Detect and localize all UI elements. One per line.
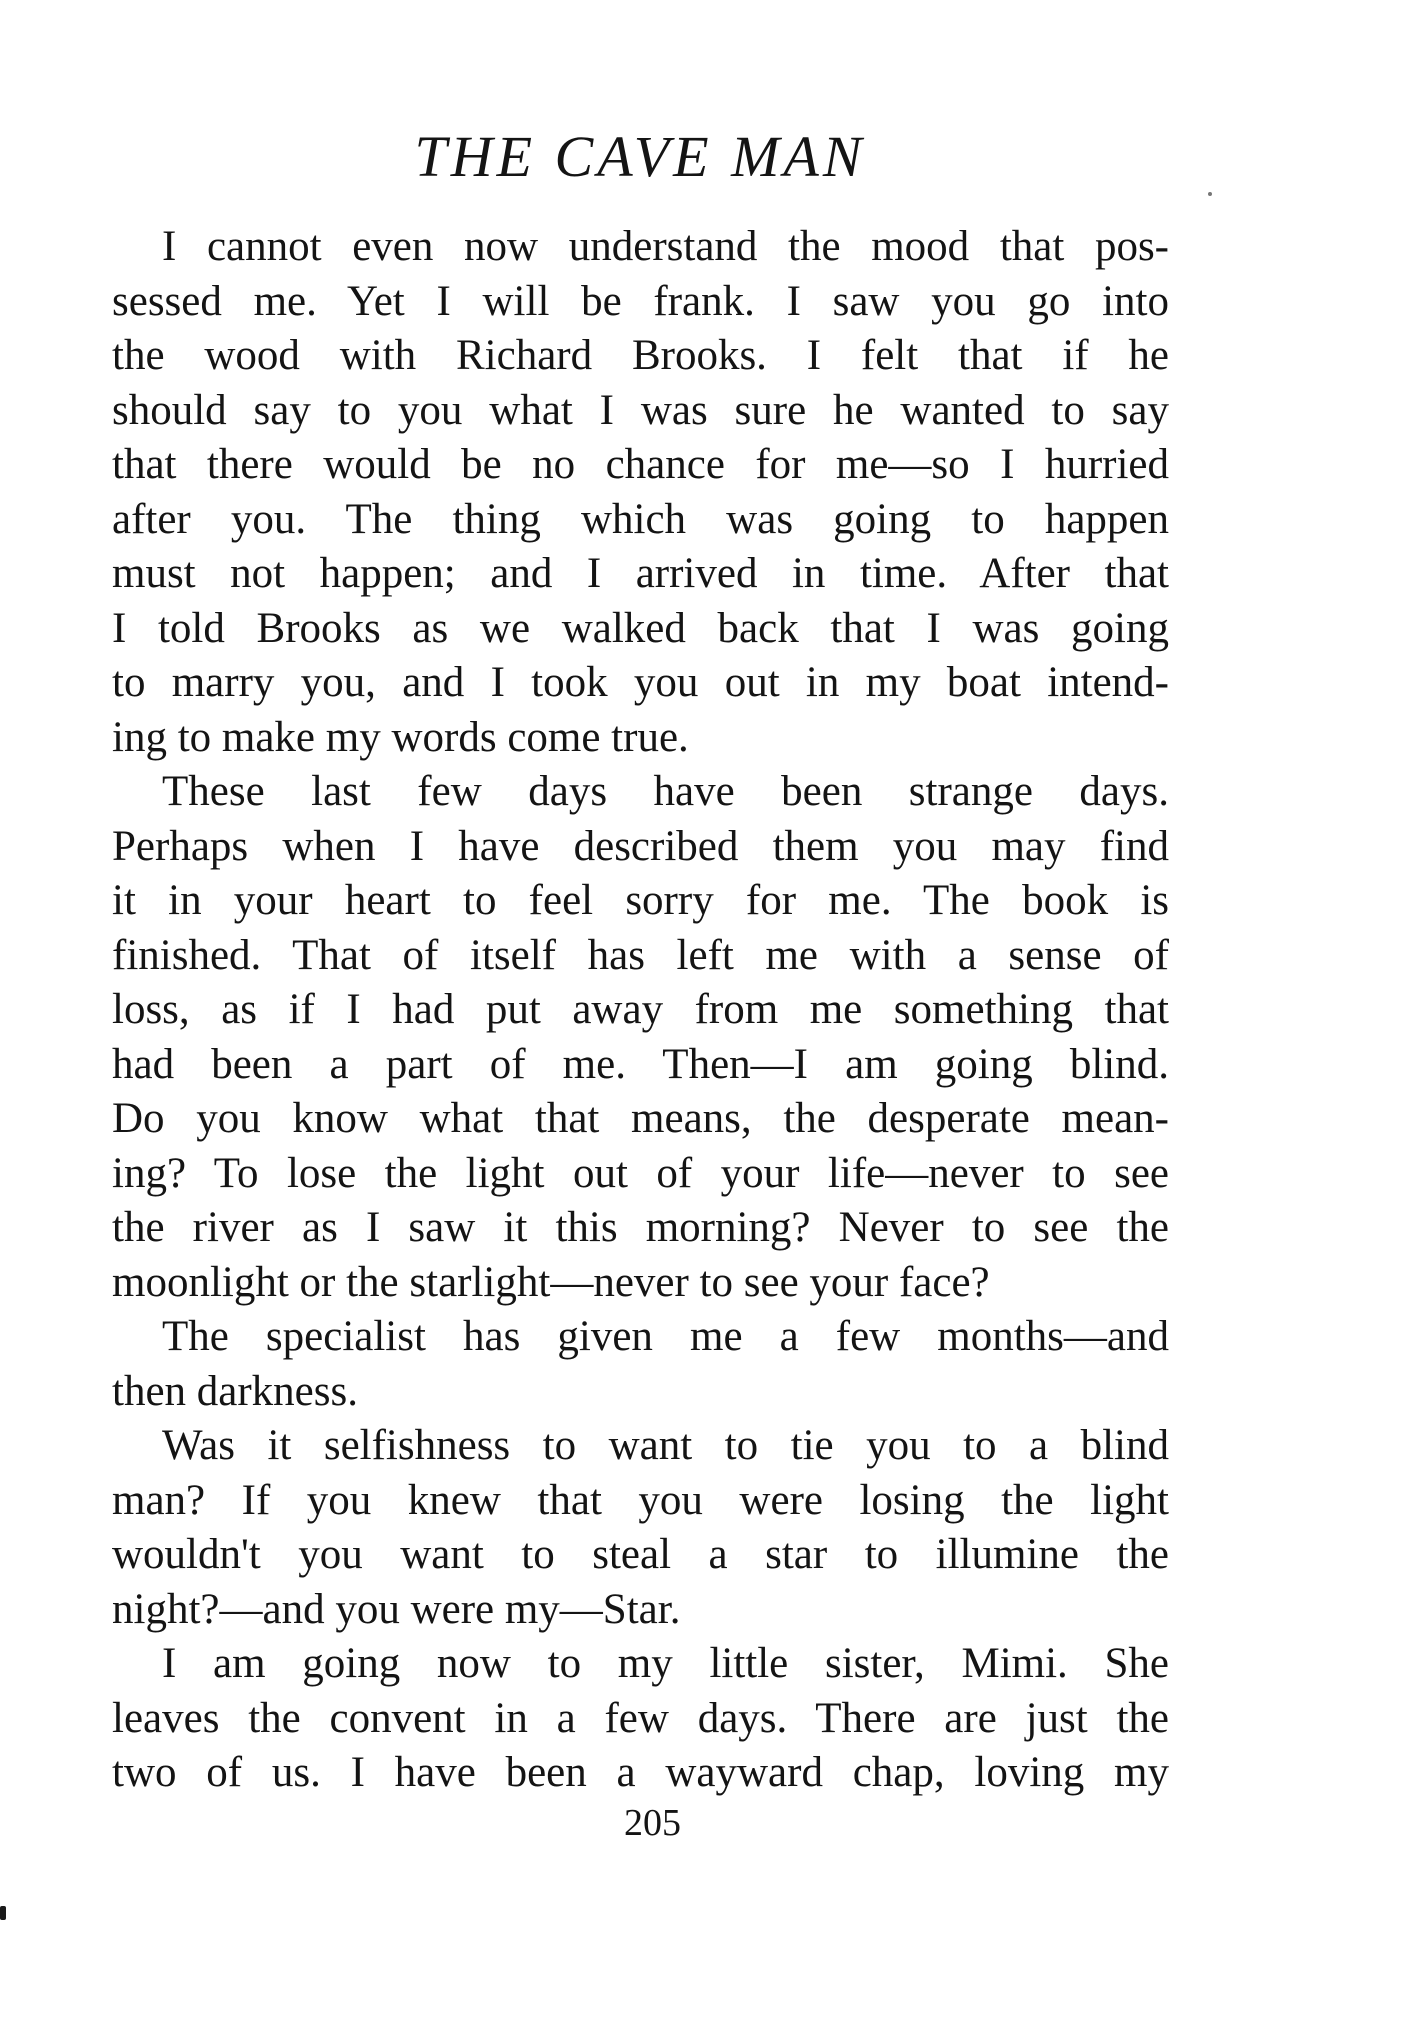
text-line: night?—and you were my—Star. [112,1585,681,1633]
text-line: sessed me. Yet I will be frank. I saw you go into [112,277,1169,325]
text-line: moonlight or the starlight—never to see your face? [112,1258,990,1306]
scan-speck [0,1906,6,1920]
text-line: ing to make my words come true. [112,713,689,761]
text-line: had been a part of me. Then—I am going blind. [112,1040,1169,1088]
page-number: 205 [624,1802,681,1844]
text-line: Do you know what that means, the desperate mean- [112,1095,1169,1142]
text-line: to marry you, and I took you out in my boat intend- [112,659,1169,706]
running-head: THE CAVE MAN [414,124,866,189]
text-line: ing? To lose the light out of your life—never to see [112,1149,1169,1197]
text-line: I am going now to my little sister, Mimi. She [162,1640,1169,1687]
text-line: loss, as if I had put away from me something that [112,986,1169,1033]
text-line: it in your heart to feel sorry for me. The book is [112,877,1169,924]
scan-speck [1208,192,1212,196]
text-line: These last few days have been strange days. [162,768,1169,815]
text-line: finished. That of itself has left me with a sense of [112,931,1169,979]
body-text [112,220,1169,1801]
text-line: must not happen; and I arrived in time. After that [112,550,1169,597]
text-line: that there would be no chance for me—so I hurried [112,441,1169,488]
text-line: I cannot even now understand the mood that pos- [162,223,1169,270]
text-line: The specialist has given me a few months—and [162,1313,1169,1360]
text-line: leaves the convent in a few days. There are just the [112,1694,1169,1742]
text-line: Was it selfishness to want to tie you to a blind [162,1422,1169,1469]
text-line: Perhaps when I have described them you may find [112,822,1169,870]
text-line: then darkness. [112,1367,358,1415]
text-line: wouldn't you want to steal a star to illumine the [112,1531,1169,1578]
text-line: after you. The thing which was going to happen [112,495,1169,543]
text-line: I told Brooks as we walked back that I was going [112,604,1169,652]
text-line: the wood with Richard Brooks. I felt that if he [112,332,1169,379]
text-line: the river as I saw it this morning? Never to see the [112,1204,1169,1251]
text-line: two of us. I have been a wayward chap, loving my [112,1749,1169,1796]
text-line: should say to you what I was sure he wanted to say [112,386,1169,434]
text-line: man? If you knew that you were losing the light [112,1476,1169,1524]
